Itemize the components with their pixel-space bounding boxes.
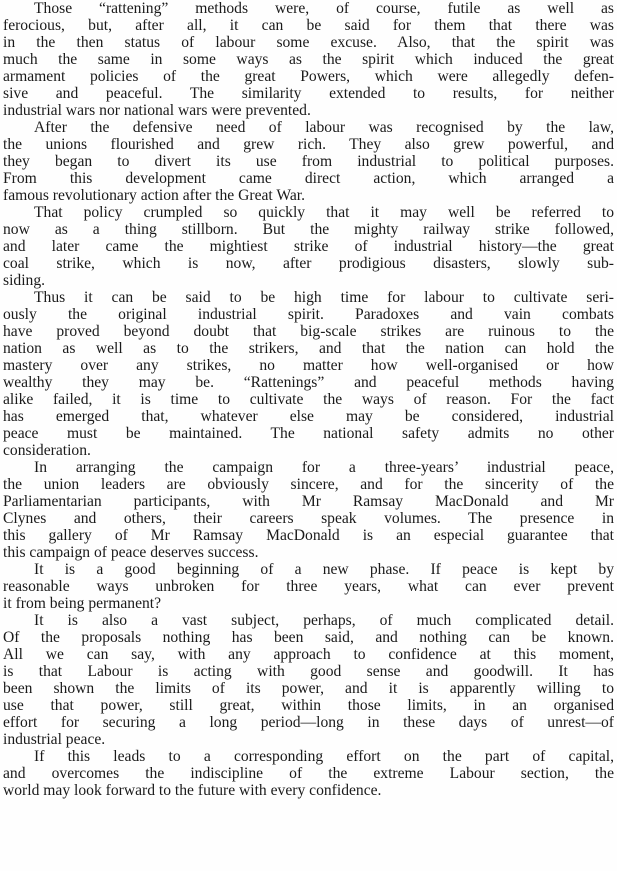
text-line: use that power, still great, within those limits, in an organised	[3, 697, 614, 714]
text-line: alike failed, it is time to cultivate the ways of reason. For the fact	[3, 391, 614, 408]
text-line: After the defensive need of labour was recognised by the law,	[34, 119, 614, 136]
text-line: Thus it can be said to be high time for labour to cultivate seri-	[34, 289, 614, 306]
text-line: now as a thing stillborn. But the mighty railway strike followed,	[3, 221, 614, 238]
text-line: has emerged that, whatever else may be considered, industrial	[3, 408, 614, 425]
text-line: in the then status of labour some excuse. Also, that the spirit was	[3, 34, 614, 51]
text-line: and overcomes the indiscipline of the extreme Labour section, the	[3, 765, 614, 782]
text-line: the union leaders are obviously sincere, and for the sincerity of the	[3, 476, 614, 493]
text-line: this campaign of peace deserves success.	[3, 544, 259, 561]
text-line: consideration.	[3, 442, 91, 459]
text-line: have proved beyond doubt that big-scale strikes are ruinous to the	[3, 323, 614, 340]
text-line: From this development came direct action, which arranged a	[3, 170, 614, 187]
text-line: wealthy they may be. “Rattenings” and peaceful methods having	[3, 374, 614, 391]
text-line: peace must be maintained. The national safety admits no other	[3, 425, 614, 442]
text-line: industrial wars nor national wars were prevented.	[3, 102, 311, 119]
text-line: ferocious, but, after all, it can be said for them that there was	[3, 17, 614, 34]
text-line: armament policies of the great Powers, which were allegedly defen-	[3, 68, 614, 85]
text-line: the unions flourished and grew rich. They also grew powerful, and	[3, 136, 614, 153]
text-line: coal strike, which is now, after prodigious disasters, slowly sub-	[3, 255, 614, 272]
text-line: It is also a vast subject, perhaps, of much complicated detail.	[34, 612, 614, 629]
text-line: famous revolutionary action after the Great War.	[3, 187, 305, 204]
text-line: they began to divert its use from industrial to political purposes.	[3, 153, 614, 170]
text-line: siding.	[3, 272, 46, 289]
text-line: effort for securing a long period—long in these days of unrest—of	[3, 714, 614, 731]
text-line: is that Labour is acting with good sense and goodwill. It has	[3, 663, 614, 680]
text-line: sive and peaceful. The similarity extended to results, for neither	[3, 85, 614, 102]
text-line: much the same in some ways as the spirit which induced the great	[3, 51, 614, 68]
text-line: reasonable ways unbroken for three years, what can ever prevent	[3, 578, 614, 595]
text-line: nation as well as to the strikers, and that the nation can hold the	[3, 340, 614, 357]
text-line: Those “rattening” methods were, of course, futile as well as	[34, 0, 614, 17]
text-line: mastery over any strikes, no matter how well-organised or how	[3, 357, 614, 374]
text-line: and later came the mightiest strike of industrial history—the great	[3, 238, 614, 255]
text-line: Clynes and others, their careers speak volumes. The presence in	[3, 510, 614, 527]
text-line: Of the proposals nothing has been said, and nothing can be known.	[3, 629, 614, 646]
text-line: world may look forward to the future with every confidence.	[3, 782, 382, 799]
text-line: been shown the limits of its power, and it is apparently willing to	[3, 680, 614, 697]
text-line: ously the original industrial spirit. Paradoxes and vain combats	[3, 306, 614, 323]
text-line: That policy crumpled so quickly that it may well be referred to	[34, 204, 614, 221]
text-line: Parliamentarian participants, with Mr Ramsay MacDonald and Mr	[3, 493, 614, 510]
text-line: industrial peace.	[3, 731, 106, 748]
text-line: All we can say, with any approach to confidence at this moment,	[3, 646, 614, 663]
text-line: It is a good beginning of a new phase. If peace is kept by	[34, 561, 614, 578]
text-line: In arranging the campaign for a three-years’ industrial peace,	[34, 459, 614, 476]
text-line: this gallery of Mr Ramsay MacDonald is an especial guarantee that	[3, 527, 614, 544]
text-line: it from being permanent?	[3, 595, 162, 612]
text-line: If this leads to a corresponding effort on the part of capital,	[34, 748, 614, 765]
